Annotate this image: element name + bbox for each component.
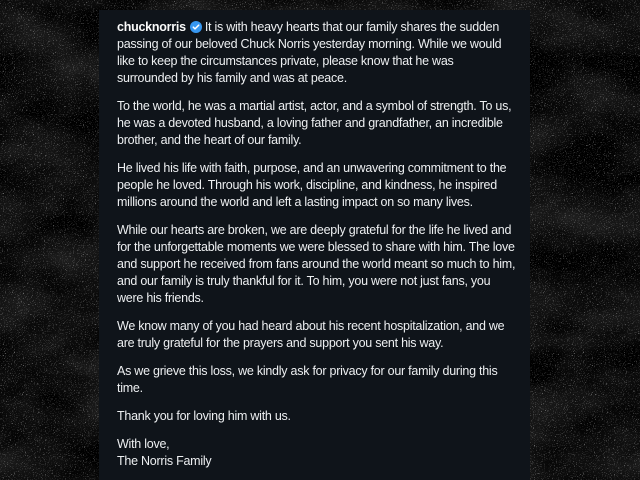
caption-paragraph: As we grieve this loss, we kindly ask for privacy for our family during this time. <box>117 364 498 395</box>
instagram-caption-panel <box>99 10 530 480</box>
signoff-line-2: The Norris Family <box>117 454 212 468</box>
caption-paragraph: While our hearts are broken, we are deeply grateful for the life he lived and for the unforgettable moments we were blessed to share with him. The love and support he received from fans around the world meant so much to him, and our family is truly thankful for it. To him, you were not just fans, you were his friends. <box>117 223 516 305</box>
signoff-line-1: With love, <box>117 437 170 451</box>
caption-intro-text: It is with heavy hearts that our family shares the sudden passing of our beloved Chuck Norris yesterday morning. While we would like to keep the circumstances private, please know that he was surrounded by his family and was at peace. <box>117 20 502 85</box>
caption-paragraph: To the world, he was a martial artist, actor, and a symbol of strength. To us, he was a devoted husband, a loving father and grandfather, an incredible brother, and the heart of our family. <box>117 99 512 147</box>
caption-first-paragraph <box>117 19 516 87</box>
caption-signoff <box>117 436 516 470</box>
username-link[interactable]: chucknorris <box>117 20 186 34</box>
caption-paragraph: We know many of you had heard about his recent hospitalization, and we are truly grateful for the prayers and support you sent his way. <box>117 319 505 350</box>
caption-paragraph: He lived his life with faith, purpose, and an unwavering commitment to the people he loved. Through his work, discipline, and kindness, he inspired millions around the world and left a lasting impact on so many lives. <box>117 161 507 209</box>
caption-paragraph: Thank you for loving him with us. <box>117 409 291 423</box>
verified-badge-icon <box>190 21 202 33</box>
